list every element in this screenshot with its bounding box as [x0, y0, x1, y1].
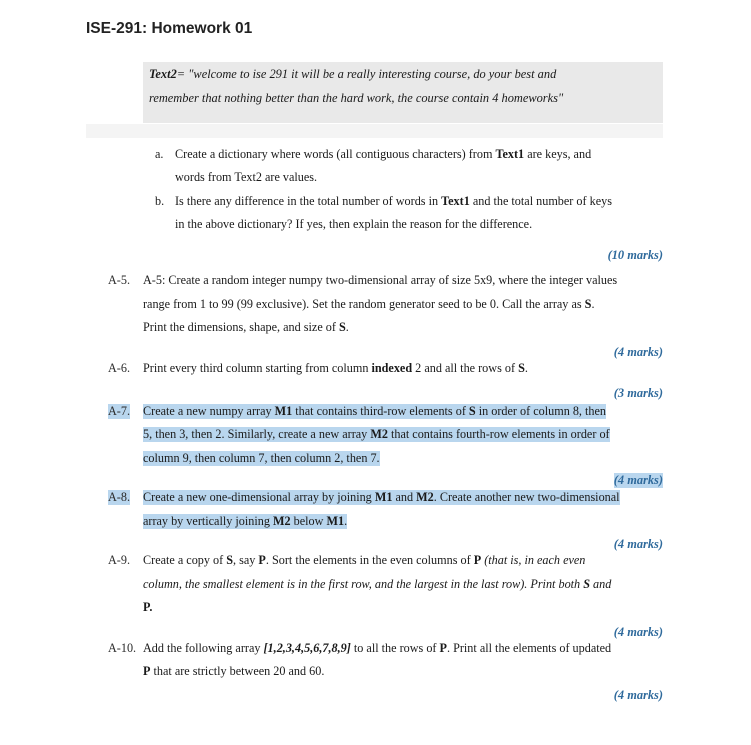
code-line-2: remember that nothing better than the hard work, the course contain 4 homeworks": [149, 91, 564, 105]
a9-line-3: P.: [143, 600, 153, 614]
a10-line-1: Add the following array [1,2,3,4,5,6,7,8,9] to all the rows of P. Print all the elements of updated: [143, 641, 612, 655]
a10-line-2: P that are strictly between 20 and 60.: [143, 664, 325, 678]
a7-line-3: column 9, then column 7, then column 2, then 7.: [143, 451, 380, 465]
item-a-line-2: words from Text2 are values.: [175, 170, 318, 184]
a7-line-1: Create a new numpy array M1 that contains third-row elements of S in order of column 8, then: [143, 404, 607, 418]
item-b-line-2: in the above dictionary? If yes, then explain the reason for the difference.: [175, 217, 533, 231]
question-number-a5: A-5.: [108, 273, 131, 287]
a9-line-2: column, the smallest element is in the first row, and the largest in the last row). Print both S and: [143, 577, 612, 591]
marks-a6: (3 marks): [613, 386, 663, 400]
item-a-label: a.: [155, 147, 164, 161]
marks-a10: (4 marks): [613, 688, 663, 702]
code-block: [143, 62, 663, 123]
question-number-a10: A-10.: [108, 641, 137, 655]
question-number-a9: A-9.: [108, 553, 131, 567]
question-number-a6: A-6.: [108, 361, 131, 375]
a8-line-2: array by vertically joining M2 below M1.: [143, 514, 348, 528]
divider-band: [86, 124, 663, 138]
question-number-a8: A-8.: [108, 490, 131, 504]
question-number-a7: A-7.: [108, 404, 131, 418]
a5-line-3: Print the dimensions, shape, and size of S.: [143, 320, 349, 334]
item-b-label: b.: [155, 194, 165, 208]
item-b-line-1: Is there any difference in the total number of words in Text1 and the total number of keys: [175, 194, 612, 208]
marks-ab: (10 marks): [607, 248, 663, 262]
a5-line-1: A-5: Create a random integer numpy two-dimensional array of size 5x9, where the integer values: [143, 273, 618, 287]
marks-a8: (4 marks): [613, 537, 663, 551]
page-title: ISE-291: Homework 01: [86, 20, 253, 37]
a7-line-2: 5, then 3, then 2. Similarly, create a new array M2 that contains fourth-row elements in order of: [143, 427, 610, 441]
a9-line-1: Create a copy of S, say P. Sort the elements in the even columns of P (that is, in each even: [143, 553, 586, 567]
a8-line-1: Create a new one-dimensional array by joining M1 and M2. Create another new two-dimensional: [143, 490, 620, 504]
marks-a7: (4 marks): [613, 473, 663, 487]
marks-a5: (4 marks): [613, 345, 663, 359]
marks-a9: (4 marks): [613, 625, 663, 639]
item-a-line-1: Create a dictionary where words (all contiguous characters) from Text1 are keys, and: [175, 147, 592, 161]
a5-line-2: range from 1 to 99 (99 exclusive). Set the random generator seed to be 0. Call the array as S.: [143, 297, 595, 311]
code-line-1: Text2= "welcome to ise 291 it will be a really interesting course, do your best and: [149, 67, 557, 81]
a6-line-1: Print every third column starting from column indexed 2 and all the rows of S.: [143, 361, 528, 375]
